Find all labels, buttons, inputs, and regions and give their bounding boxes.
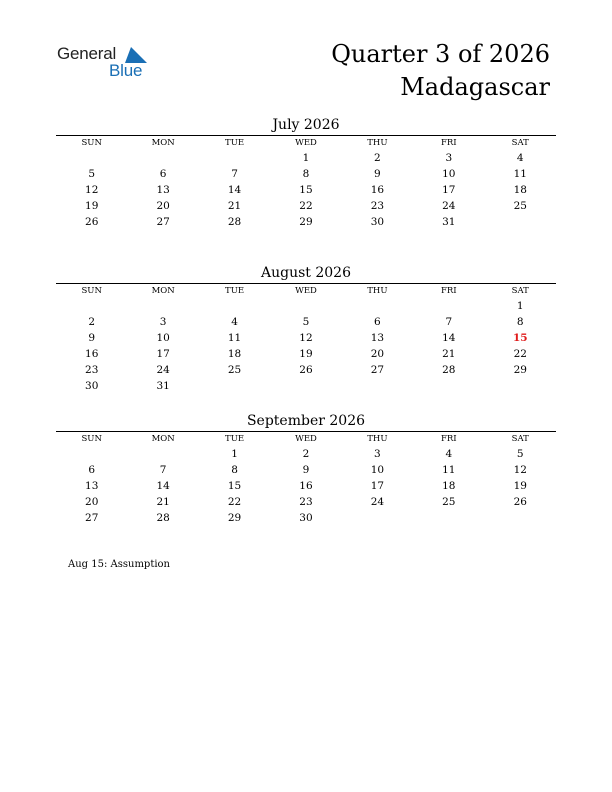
empty-day-cell	[342, 298, 413, 314]
day-cell: 9	[88, 332, 96, 344]
calendar-grid	[56, 432, 556, 526]
week-row	[56, 378, 556, 394]
title-quarter: Quarter 3 of 2026	[331, 40, 550, 68]
title-country: Madagascar	[400, 73, 550, 101]
day-cell: 7	[159, 464, 167, 476]
day-cell: 27	[370, 364, 385, 376]
day-cell: 4	[231, 316, 238, 328]
day-cell: 21	[156, 496, 170, 508]
day-cell: 5	[516, 448, 524, 460]
day-cell: 29	[299, 216, 313, 228]
logo-general-text: General	[57, 44, 117, 63]
week-row	[56, 198, 556, 214]
week-row	[56, 362, 556, 378]
day-cell: 29	[513, 364, 527, 376]
day-cell: 14	[227, 184, 242, 196]
generalblue-logo	[57, 44, 157, 80]
week-row	[56, 150, 556, 166]
month-title: September 2026	[246, 413, 366, 429]
day-cell: 16	[85, 348, 99, 360]
day-cell: 23	[299, 496, 313, 508]
month-title: July 2026	[272, 117, 340, 133]
day-cell: 10	[156, 332, 170, 344]
day-cell: 23	[370, 200, 385, 212]
weekday-label: THU	[367, 138, 388, 148]
day-cell: 2	[374, 152, 381, 164]
day-cell: 10	[370, 464, 385, 476]
weekday-header-row	[56, 136, 556, 150]
day-cell: 30	[85, 380, 99, 392]
day-cell: 28	[227, 216, 242, 228]
week-row	[56, 346, 556, 362]
day-cell: 1	[516, 300, 524, 312]
day-cell: 20	[85, 496, 99, 508]
weekday-label: FRI	[440, 286, 457, 296]
day-cell: 17	[442, 184, 456, 196]
day-cell: 3	[445, 152, 453, 164]
weekday-label: THU	[367, 286, 388, 296]
day-cell: 31	[156, 380, 170, 392]
day-cell: 9	[302, 464, 310, 476]
logo-blue-text: Blue	[109, 61, 143, 80]
day-cell: 3	[159, 316, 167, 328]
day-cell: 1	[302, 152, 310, 164]
day-cell: 21	[227, 200, 242, 212]
empty-day-cell	[127, 150, 198, 166]
weekday-label: MON	[151, 434, 175, 444]
weekday-header-row	[56, 284, 556, 298]
weekday-label: SUN	[81, 286, 102, 296]
empty-day-cell	[413, 378, 484, 394]
empty-day-cell	[270, 378, 341, 394]
day-cell: 4	[516, 152, 524, 164]
week-row	[56, 314, 556, 330]
day-cell: 30	[299, 512, 313, 524]
day-cell: 1	[231, 448, 238, 460]
day-cell: 20	[370, 348, 385, 360]
day-cell: 18	[227, 348, 242, 360]
weekday-label: WED	[295, 286, 317, 296]
empty-day-cell	[127, 446, 198, 462]
week-row	[56, 510, 556, 526]
empty-day-cell	[270, 298, 341, 314]
week-row	[56, 166, 556, 182]
week-row	[56, 446, 556, 462]
month-title: August 2026	[261, 265, 351, 281]
weekday-label: SAT	[511, 138, 529, 148]
day-cell: 2	[88, 316, 96, 328]
weekday-label: TUE	[225, 286, 245, 296]
day-cell: 25	[227, 364, 242, 376]
day-cell: 13	[85, 480, 99, 492]
empty-day-cell	[413, 298, 484, 314]
day-cell: 20	[156, 200, 170, 212]
day-cell: 11	[513, 168, 527, 180]
empty-day-cell	[413, 510, 484, 526]
day-cell: 6	[88, 464, 96, 476]
day-cell: 29	[227, 512, 242, 524]
month-july	[56, 115, 556, 230]
day-cell: 10	[442, 168, 456, 180]
day-cell: 7	[445, 316, 453, 328]
day-cell: 11	[227, 332, 242, 344]
day-cell: 16	[370, 184, 385, 196]
day-cell: 26	[513, 496, 527, 508]
week-row	[56, 478, 556, 494]
day-cell: 17	[156, 348, 170, 360]
weekday-label: MON	[151, 286, 175, 296]
day-cell: 22	[299, 200, 313, 212]
month-august	[56, 263, 556, 394]
weekday-label: WED	[295, 138, 317, 148]
empty-day-cell	[56, 446, 127, 462]
day-cell: 18	[513, 184, 527, 196]
weekday-label: WED	[295, 434, 317, 444]
day-cell: 3	[374, 448, 381, 460]
week-row	[56, 494, 556, 510]
day-cell: 9	[374, 168, 381, 180]
empty-day-cell	[342, 378, 413, 394]
day-cell: 7	[231, 168, 238, 180]
day-cell: 27	[85, 512, 99, 524]
weekday-label: FRI	[440, 138, 457, 148]
day-cell: 14	[156, 480, 170, 492]
week-row	[56, 462, 556, 478]
day-cell: 15	[227, 480, 242, 492]
empty-day-cell	[127, 298, 198, 314]
day-cell: 28	[442, 364, 456, 376]
empty-day-cell	[56, 150, 127, 166]
calendar-grid	[56, 136, 556, 230]
day-cell: 28	[156, 512, 170, 524]
week-row	[56, 330, 556, 346]
day-cell: 22	[513, 348, 527, 360]
day-cell: 13	[156, 184, 170, 196]
day-cell: 25	[442, 496, 456, 508]
day-cell: 8	[231, 464, 238, 476]
weekday-label: THU	[367, 434, 388, 444]
day-cell: 21	[442, 348, 456, 360]
day-cell: 23	[85, 364, 99, 376]
day-cell: 30	[370, 216, 385, 228]
empty-day-cell	[485, 378, 556, 394]
empty-day-cell	[199, 378, 270, 394]
day-cell: 15	[299, 184, 313, 196]
day-cell: 14	[442, 332, 456, 344]
week-row	[56, 182, 556, 198]
weekday-label: SAT	[511, 434, 529, 444]
weekday-header-row	[56, 432, 556, 446]
day-cell: 24	[156, 364, 170, 376]
empty-day-cell	[342, 510, 413, 526]
day-cell: 25	[513, 200, 527, 212]
holiday-note: Aug 15: Assumption	[68, 559, 171, 570]
day-cell: 19	[513, 480, 527, 492]
empty-day-cell	[199, 298, 270, 314]
day-cell: 24	[442, 200, 456, 212]
day-cell: 27	[156, 216, 170, 228]
day-cell: 8	[516, 316, 524, 328]
day-cell: 19	[85, 200, 99, 212]
empty-day-cell	[485, 510, 556, 526]
weekday-label: SUN	[81, 138, 102, 148]
day-cell: 6	[159, 168, 167, 180]
day-cell: 8	[302, 168, 310, 180]
calendar-grid	[56, 284, 556, 394]
day-cell: 26	[299, 364, 313, 376]
weekday-label: FRI	[440, 434, 457, 444]
day-cell: 2	[302, 448, 310, 460]
day-cell: 12	[299, 332, 313, 344]
day-cell: 24	[370, 496, 385, 508]
weekday-label: MON	[151, 138, 175, 148]
day-cell: 12	[513, 464, 527, 476]
day-cell: 22	[227, 496, 242, 508]
weekday-label: TUE	[225, 138, 245, 148]
day-cell: 5	[302, 316, 310, 328]
week-row	[56, 214, 556, 230]
day-cell: 11	[442, 464, 456, 476]
day-cell: 5	[88, 168, 96, 180]
empty-day-cell	[199, 150, 270, 166]
page-title	[331, 38, 550, 104]
day-cell: 18	[442, 480, 456, 492]
weekday-label: SUN	[81, 434, 102, 444]
month-september	[56, 411, 556, 526]
weekday-label: TUE	[225, 434, 245, 444]
day-cell: 12	[85, 184, 99, 196]
empty-day-cell	[56, 298, 127, 314]
day-cell: 31	[442, 216, 456, 228]
day-cell: 4	[445, 448, 453, 460]
week-row	[56, 298, 556, 314]
day-cell: 13	[370, 332, 385, 344]
day-cell: 6	[374, 316, 381, 328]
empty-day-cell	[485, 214, 556, 230]
day-cell: 16	[299, 480, 313, 492]
weekday-label: SAT	[511, 286, 529, 296]
day-cell: 17	[370, 480, 385, 492]
day-cell: 19	[299, 348, 313, 360]
day-cell: 26	[85, 216, 99, 228]
holiday-day-cell: 15	[512, 332, 528, 344]
